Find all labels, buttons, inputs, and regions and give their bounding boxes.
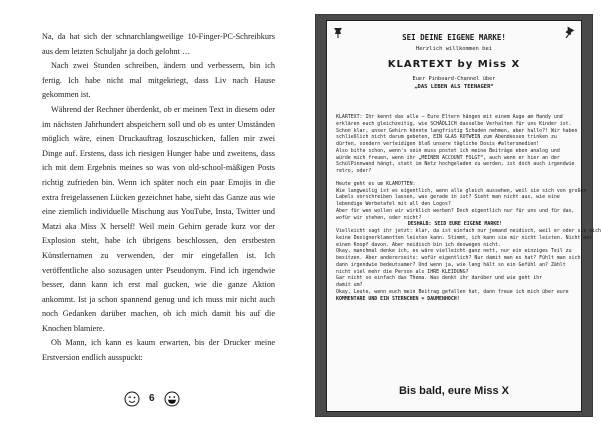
note-topic: „DAS LEBEN ALS TEENAGER“: [414, 84, 494, 90]
note-line: retro, oder?: [336, 168, 372, 174]
note-line: KOMMENTARE UND EIN STERNCHEN = DAUMENHOCH!: [336, 295, 460, 302]
note-line: KLARTEXT: Ihr kennt das alle – Eure Eltern hängen mit einem Auge am Handy und: [336, 114, 563, 120]
note-signoff: Bis bald, eure Miss X: [398, 385, 510, 397]
note-headline: SEI DEINE EIGENE MARKE!: [402, 33, 506, 42]
note-line: schließlich nicht darum gebeten, EIN GLAS ROTWEIN zum Abendessen trinken zu: [336, 134, 557, 141]
note-line: DESHALB: SEID EURE EIGENE MARKE!: [407, 221, 503, 228]
paragraph: Nach zwei Stunden schreiben, ändern und verbessern, bin ich fertig. Ich habe nicht mal mitgekriegt, dass Liv nach Hause gekommen ist.: [42, 61, 275, 100]
paragraph: Oh Mann, ich kann es kaum erwarten, bis der Drucker meine Erstversion endlich ausspuckt:: [42, 338, 275, 363]
left-page-text: [42, 30, 275, 366]
note-subtitle: Euer Pinboard-Channel über: [412, 76, 496, 82]
note-line: Vielleicht sagt ihr jetzt: klar, da ist einfach nur jemand neidisch, weil er oder sie sich: [336, 228, 601, 234]
note-line: Also bitte schon, wenn's sein muss postet ich meine Beiträge eben analog und: [336, 147, 560, 154]
note-line: wofür wir stehen, oder nicht?: [336, 214, 422, 221]
note-body: [336, 114, 601, 302]
note-line: Heute geht es um KLAMOTTEN:: [336, 180, 416, 187]
grinning-smiley-icon: [164, 391, 180, 407]
note-line: Labels vorschreiben lassen, was gerade in ist? Sieht man nicht aus, wie eine: [336, 194, 560, 201]
note-line: Schon klar, unser Gehirn könnte langfristig Schaden nehmen, aber hallo?! Wir haben: [336, 127, 578, 134]
note-line: SchülPinnwand hängt, statt im Netz hochgeladen zu werden, ist doch auch irgendwie: [336, 161, 575, 168]
note-line: erklären euch gleichzeitig, wie SCHÄDLICH dasselbe Verhalten für uns Kinder ist.: [336, 120, 572, 127]
note-line: lebendige Werbetafel mit all den Logos?: [336, 201, 451, 207]
page-number: 6: [149, 393, 155, 404]
note-line: einen Knopf davon. Aber neidisch bin ich deswegen nicht.: [336, 241, 501, 248]
note-line: Aber für wen wollen wir wirklich werben? Doch eigentlich nur für uns und für das,: [336, 207, 575, 214]
note-line: keine Designerklamotten leisten kann. Stimmt, ich kann sie mir nicht leisten. Nicht mal: [336, 234, 593, 241]
note-line: nicht viel mehr die Person als IHRE KLEIDUNG?: [336, 268, 469, 275]
note-welcome: Herzlich willkommen bei: [415, 46, 493, 52]
left-page: [0, 0, 300, 426]
paragraph: Während der Rechner überdenkt, ob er meinen Text in diesem oder im nächsten Jahrhundert abspeichern soll und ob es unter Umständen möglich wäre, einen Druckauftrag loszuschicken, fallen mir zwei Dinge auf. Erstens, dass ich riesigen Hunger habe und zweitens, dass ich mit dem Ergebnis meines so was von old-school-mäßigen Posts richtig zufrieden bin. Wenn ich später noch ein paar Emojis in die extra freigelassenen Lücken gezeichnet habe, sieht das Ganze aus wie eine ziemlich individuelle Mischung aus YouTube, Insta, Twitter und Matzi aka Miss X herself! Weil mein Gehirn gerade kurz vor der Explosion steht, habe ich übrigens beschlossen, den erstbesten Künstlernamen zu verwenden, der mir eingefallen ist. Ich veröffentliche also sozusagen unter Pseudonym. Find ich irgendwie besser, dann kann ich erst mal gucken, wie die ganze Aktion ankommt. Ist ja schon spannend genug und ich muss mir nicht auch noch Gedanken darüber machen, ob ich mich damit bis auf die Knochen blamiere.: [42, 104, 275, 333]
note-line: dann irgendwie bedeutsamer? Und wenn ja, wie lang hält so ein Gefühl an? Zählt: [336, 261, 566, 268]
note-brand: KLARTEXT by Miss X: [387, 59, 521, 70]
note-line: Okay, manchmal denke ich, es wäre vielleicht ganz nett, nur ein einziges Teil zu: [336, 248, 572, 255]
paragraph: Na, da hat sich der schnarchlangweilige 10-Finger-PC-Schreibkurs aus dem letzten Schuljahr ja doch gelohnt …: [42, 32, 275, 56]
note-line: dürfen, sondern verteidigen bloß unsere tägliche Dosis #altersmedien!: [336, 141, 540, 147]
note-line: Wie langweilig ist es eigentlich, wenn alle gleich aussehen, weil sie sich von großen: [336, 187, 587, 194]
note-line: damit um?: [336, 282, 363, 288]
note-line: besitzen. Aber andererseits: wofür eigentlich? Nur damit man es hat? Fühlt man sich: [336, 255, 581, 261]
pinned-note: [326, 20, 601, 412]
winking-smiley-icon: [124, 391, 140, 407]
note-line: Gar nicht so einfach das Thema. Was denkt ihr darüber und wie geht ihr: [336, 275, 543, 282]
page-footer: [124, 391, 184, 411]
note-line: Okay, Leute, wenn euch mein Beitrag gefallen hat, dann freue ich mich über eure: [336, 288, 569, 295]
note-line: würde mich freuen, wenn ihr „MEINEN ACCOUNT FOLGT“, auch wenn er hier an der: [336, 154, 560, 161]
